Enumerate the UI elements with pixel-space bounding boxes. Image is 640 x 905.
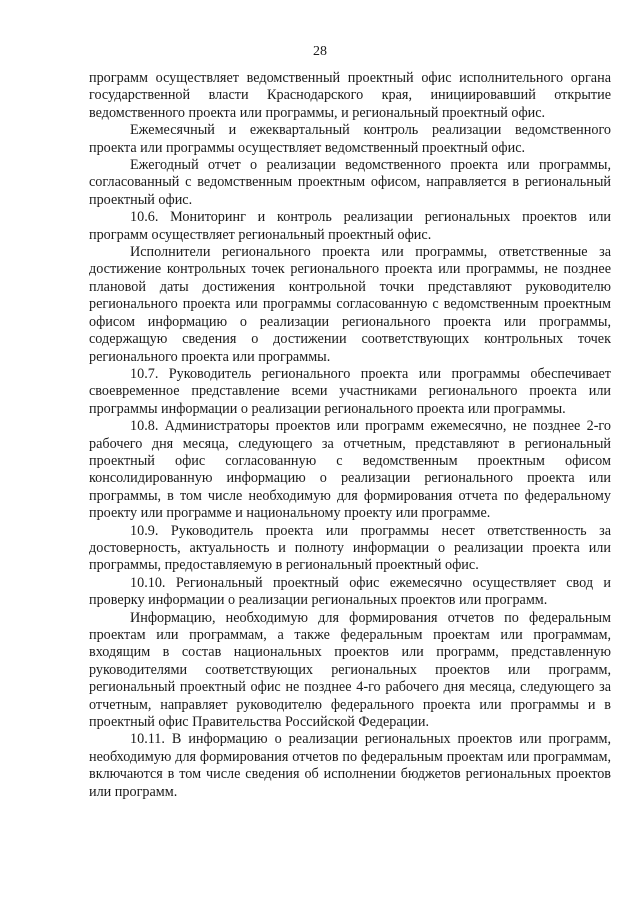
paragraph-7: 10.8. Администраторы проектов или программ ежемесячно, не позднее 2-го рабочего дня месяца, следующего за отчетным, представляют в региональный проектный офис согласованную с ведомственным проектным офисом консолидированную информацию о реализации регионального проекта или программы, в том числе необходимую для формирования отчета по федеральному проекту или программе и национальному проекту или программе. [89,418,611,522]
document-body [89,70,611,801]
paragraph-1: программ осуществляет ведомственный проектный офис исполнительного органа государственной власти Краснодарского края, инициировавший открытие ведомственного проекта или программы, и региональный проектный офис. [89,70,611,121]
paragraph-9: 10.10. Региональный проектный офис ежемесячно осуществляет свод и проверку информации о реализации региональных проектов или программ. [89,574,611,609]
paragraph-2: Ежемесячный и ежеквартальный контроль реализации ведомственного проекта или программы осуществляет ведомственный проектный офис. [89,122,611,156]
paragraph-5: Исполнители регионального проекта или программы, ответственные за достижение контрольных точек регионального проекта или программы, не позднее плановой даты достижения контрольной точки представляют руководителю регионального проекта или программы согласованную с ведомственным проектным офисом информацию о реализации регионального проекта или программы, содержащую сведения о достижении соответствующих контрольных точек регионального проекта или программы. [89,244,611,365]
paragraph-10: Информацию, необходимую для формирования отчетов по федеральным проектам или программам, а также федеральным проектам или программам, входящим в состав национальных проектов или программ, представленную руководителями соответствующих региональных проектов или программ, региональный проектный офис не позднее 4-го рабочего дня месяца, следующего за отчетным, направляет руководителю федерального проекта или программы и в проектный офис Правительства Российской Федерации. [89,609,611,731]
paragraph-11: 10.11. В информацию о реализации региональных проектов или программ, необходимую для формирования отчетов по федеральным проектам или программам, включаются в том числе сведения об исполнении бюджетов региональных проектов или программ. [89,731,611,800]
paragraph-4: 10.6. Мониторинг и контроль реализации региональных проектов или программ осуществляет региональный проектный офис. [89,209,611,243]
paragraph-6: 10.7. Руководитель регионального проекта или программы обеспечивает своевременное представление всеми участниками регионального проекта или программы информации о реализации регионального проекта или программы. [89,365,611,417]
paragraph-8: 10.9. Руководитель проекта или программы несет ответственность за достоверность, актуальность и полноту информации о реализации проекта или программы, предоставляемую в региональный проектный офис. [89,522,611,574]
page-number: 28 [313,44,327,59]
paragraph-3: Ежегодный отчет о реализации ведомственного проекта или программы, согласованный с ведомственным проектным офисом, направляется в региональный проектный офис. [89,157,611,208]
